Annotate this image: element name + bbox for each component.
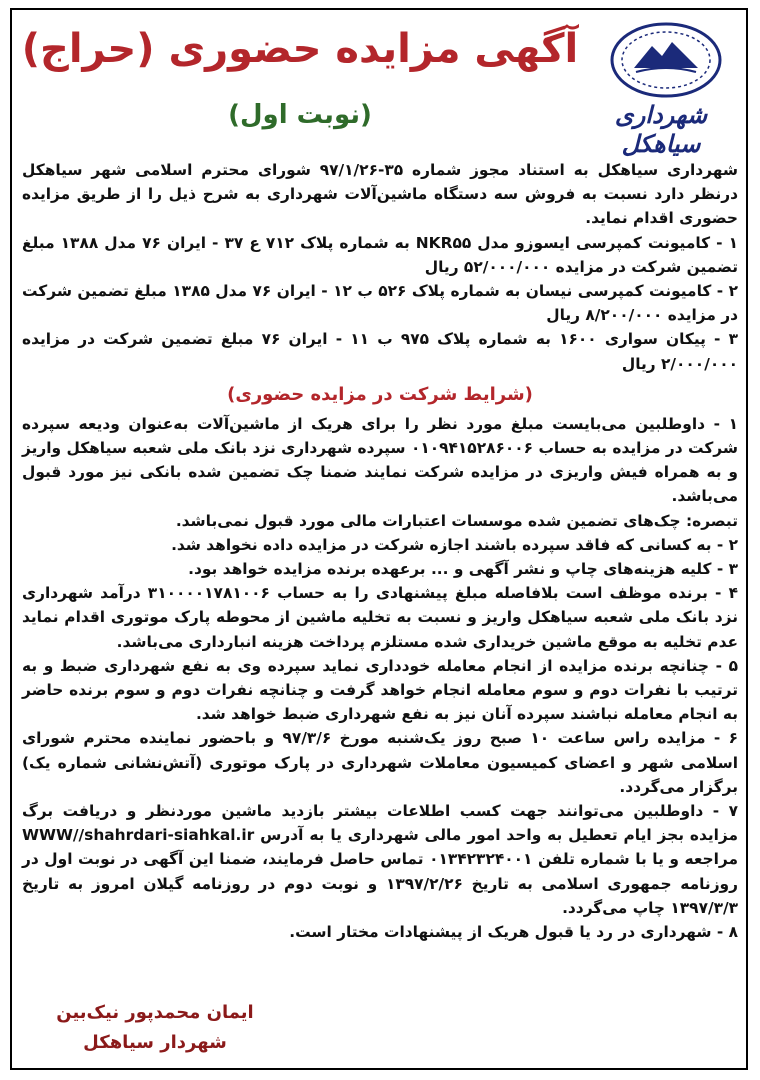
condition-note: تبصره: چک‌های تضمین شده موسسات اعتبارات مالی مورد قبول نمی‌باشد. — [175, 511, 738, 530]
condition-item: ۸ - شهرداری در رد یا قبول هریک از پیشنهادات مختار است. — [289, 923, 738, 942]
condition-item: ۱ - داوطلبین می‌بایست مبلغ مورد نظر را برای هریک از ماشین‌آلات به‌عنوان ودیعه سپرده شرکت در مزایده به حساب ۰۱۰۹۴۱۵۲۸۶۰۰۶ سپرده شهرداری نزد بانک ملی شعبه سیاهکل واریز و به همراه فیش واریزی در مزایده شرکت نمایند ضمنا چک تضمین شده بانکی نیز مورد قبول می‌باشد. — [22, 414, 738, 506]
list-item: ۳ - پیکان سواری ۱۶۰۰ به شماره پلاک ۹۷۵ ب ۱۱ - ایران ۷۶ مبلغ تضمین شرکت در مزایده ۲/۰۰۰/۰۰۰ ریال — [22, 330, 738, 373]
condition-item: ۶ - مزایده راس ساعت ۱۰ صبح روز یک‌شنبه مورخ ۹۷/۳/۶ و باحضور نماینده محترم شورای اسلامی شهر و اعضای کمیسیون معاملات شهرداری در پارک موتوری (آتش‌نشانی شماره یک) برگزار می‌گردد. — [22, 729, 738, 796]
condition-item: ۷ - داوطلبین می‌توانند جهت کسب اطلاعات بیشتر بازدید ماشین موردنظر و دریافت برگ مزایده بجز ایام تعطیل به واحد امور مالی شهرداری یا به آدرس WWW//shahrdari-siahkal.ir مراجعه و یا با شماره تلفن ۰۱۳۴۲۳۲۴۰۰۱ تماس حاصل فرمایند، ضمنا این آگهی در نوبت اول در روزنامه جمهوری اسلامی به تاریخ ۱۳۹۷/۲/۲۶ و نوبت دوم در روزنامه گیلان امروز به تاریخ ۱۳۹۷/۳/۳ چاپ می‌گردد. — [22, 802, 738, 917]
list-item: ۲ - کامیونت کمپرسی نیسان به شماره پلاک ۵۲۶ ب ۱۲ - ایران ۷۶ مدل ۱۳۸۵ مبلغ تضمین شرکت در مزایده ۸/۲۰۰/۰۰۰ ریال — [22, 282, 738, 325]
mountain-seal-icon — [606, 22, 726, 102]
ad-subtitle: (نوبت اول) — [228, 100, 372, 130]
logo-caption: شهرداری سیاهکل — [614, 100, 708, 158]
intro-paragraph: شهرداری سیاهکل به استناد مجوز شماره ۳۵-۹۷/۱/۲۶ شورای محترم اسلامی شهر سیاهکل درنظر دارد نسبت به فروش سه دستگاه ماشین‌آلات شهرداری به شرح ذیل را از طریق مزایده حضوری اقدام نماید. — [22, 161, 738, 228]
condition-item: ۲ - به کسانی که فاقد سپرده باشند اجازه شرکت در مزایده داده نخواهد شد. — [171, 535, 738, 554]
ad-body — [22, 158, 738, 944]
condition-item: ۳ - کلیه هزینه‌های چاپ و نشر آگهی و ... برعهده برنده مزایده خواهد بود. — [188, 560, 738, 579]
signatory-role: شهردار سیاهکل — [83, 1032, 227, 1053]
conditions-heading: (شرایط شرکت در مزایده حضوری) — [227, 383, 533, 405]
condition-item: ۵ - چنانچه برنده مزایده از انجام معامله خودداری نماید سپرده وی به نفع شهرداری ضبط و به ترتیب با نفرات دوم و سوم معامله انجام خواهد گرفت و چنانچه نفرات دوم و سوم برنده حاضر به انجام معامله نباشند سپرده آنان نیز به نفع شهرداری ضبط خواهد شد. — [22, 656, 738, 724]
signature-block — [40, 998, 270, 1058]
municipality-logo — [592, 22, 742, 158]
signatory-name: ایمان محمدپور نیک‌بین — [56, 1002, 254, 1023]
ad-title: آگهی مزایده حضوری (حراج) — [21, 26, 579, 72]
list-item: ۱ - کامیونت کمپرسی ایسوزو مدل NKR۵۵ به شماره پلاک ۷۱۲ ع ۳۷ - ایران ۷۶ مدل ۱۳۸۸ مبلغ تضمین شرکت در مزایده ۵۲/۰۰۰/۰۰۰ ریال — [22, 233, 738, 276]
condition-item: ۴ - برنده موظف است بلافاصله مبلغ پیشنهادی را به حساب ۳۱۰۰۰۰۱۷۸۱۰۰۶ درآمد شهرداری نزد بانک ملی شعبه سیاهکل واریز و نسبت به تخلیه ماشین از محوطه پارک موتوری اقدام نماید عدم تخلیه به موقع ماشین خریداری شده مستلزم پرداخت هزینه انبارداری می‌باشد. — [22, 584, 738, 651]
ad-header — [0, 22, 760, 157]
